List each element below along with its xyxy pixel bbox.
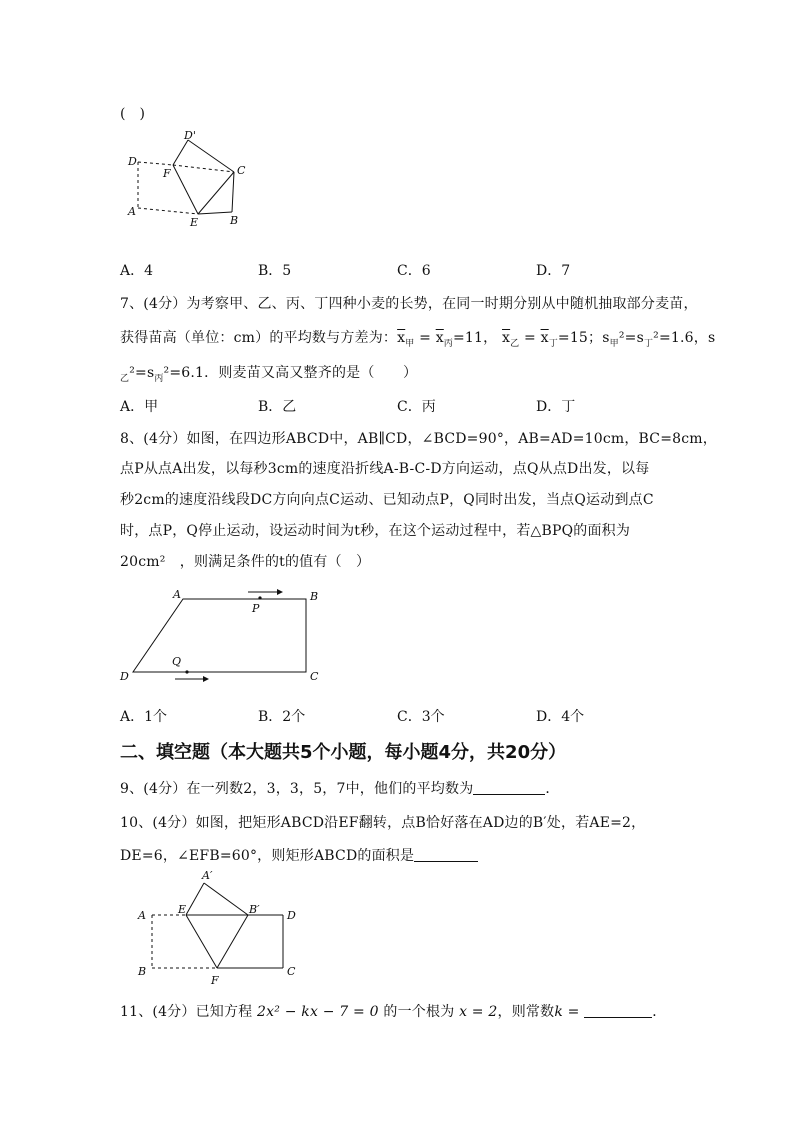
q10-answer-blank[interactable] xyxy=(414,847,478,862)
q6-label-dprime: D' xyxy=(184,129,196,142)
q9-text: 9、(4分）在一列数2，3，3，5，7中，他们的平均数为 xyxy=(120,781,474,797)
q10-label-a: A xyxy=(138,909,146,922)
q10-label-e: E xyxy=(178,903,187,916)
q6-label-a: A xyxy=(128,205,136,218)
q7-line3-sub-yi: 乙 xyxy=(120,373,130,384)
q8-label-p: P xyxy=(252,602,260,615)
q7-xbar-yi: $\overline{x}$ xyxy=(502,330,511,346)
q11-text-c: ，则常数 xyxy=(497,1004,555,1020)
q8-figure xyxy=(115,583,335,688)
q7-line2 xyxy=(120,327,715,349)
q7-option-c[interactable]: C．丙 xyxy=(397,399,436,415)
q7-option-b[interactable]: B．乙 xyxy=(258,399,297,415)
q7-option-a[interactable]: A．甲 xyxy=(120,399,159,415)
q7-sub-bing: 丙 xyxy=(443,338,453,349)
q7-xbar-jia: $\overline{x}$ xyxy=(397,330,406,346)
q8-option-a[interactable]: A．1个 xyxy=(120,709,168,725)
q11-text-a: 11、(4分）已知方程 xyxy=(120,1004,253,1020)
q6-label-d: D xyxy=(128,155,137,168)
section-heading: 二、填空题（本大题共5个小题，每小题4分，共20分） xyxy=(120,742,567,763)
q8-label-q: Q xyxy=(172,655,182,668)
q8-label-a: A xyxy=(173,588,181,601)
q6-option-a[interactable]: A．4 xyxy=(120,263,154,279)
q6-label-e: E xyxy=(190,216,199,229)
q7-equals-sign-2: = xyxy=(523,330,536,346)
q10-label-bprime: B′ xyxy=(249,903,260,916)
q7-line3-sub-bing: 丙 xyxy=(154,373,164,384)
q7-line2-text: 获得苗高（单位：cm）的平均数与方差为： xyxy=(120,330,398,346)
q9-line xyxy=(120,778,560,798)
q7-line3-d: ²=6.1．则麦苗又高又整齐的是（ ） xyxy=(163,365,418,381)
q7-eq1: =11， xyxy=(453,330,498,346)
q7-s-end: ²=1.6，s xyxy=(653,330,716,346)
q7-line1: 7、(4分）为考察甲、乙、丙、丁四种小麦的长势，在同一时期分别从中随机抽取部分麦苗， xyxy=(120,296,698,312)
q11-answer-blank[interactable] xyxy=(584,1003,652,1018)
q7-xbar-bing: $\overline{x}$ xyxy=(435,330,444,346)
q7-xbar-ding: $\overline{x}$ xyxy=(540,330,549,346)
q9-answer-blank[interactable] xyxy=(473,780,545,795)
q6-label-b: B xyxy=(230,214,239,227)
q10-label-b: B xyxy=(138,965,147,978)
q8-label-b: B xyxy=(310,590,319,603)
q11-text-b: 的一个根为 xyxy=(383,1004,455,1020)
q8-line3: 秒2cm的速度沿线段DC方向向点C运动、已知动点P，Q同时出发，当点Q运动到点C xyxy=(120,492,654,508)
q10-label-f: F xyxy=(211,974,219,987)
q8-option-d[interactable]: D．4个 xyxy=(536,709,585,725)
q8-line1: 8、(4分）如图，在四边形ABCD中，AB∥CD，∠BCD=90°，AB=AD=10cm，BC=8cm， xyxy=(120,431,717,447)
q8-option-b[interactable]: B．2个 xyxy=(258,709,306,725)
q10-label-d: D xyxy=(287,909,296,922)
q7-sub-yi: 乙 xyxy=(510,338,520,349)
q7-option-d[interactable]: D．丁 xyxy=(536,399,576,415)
q7-sub-ding: 丁 xyxy=(548,338,558,349)
q8-line5: 20cm² ，则满足条件的t的值有（ ） xyxy=(120,554,371,570)
q8-line2: 点P从点A出发，以每秒3cm的速度沿折线A-B-C-D方向运动，点Q从点D出发，以每 xyxy=(120,461,650,477)
q8-line4: 时，点P，Q停止运动，设运动时间为t秒，在这个运动过程中，若△BPQ的面积为 xyxy=(120,523,631,539)
q7-line3 xyxy=(120,362,417,384)
q10-figure xyxy=(130,865,310,990)
q8-option-c[interactable]: C．3个 xyxy=(397,709,445,725)
q6-option-c[interactable]: C．6 xyxy=(397,263,431,279)
q10-line2 xyxy=(120,845,478,865)
q10-line1: 10、(4分）如图，把矩形ABCD沿EF翻转，点B恰好落在AD边的B′处，若AE=2， xyxy=(120,815,646,831)
q7-eq2: =15；s xyxy=(557,330,610,346)
q6-answer-paren: ( ) xyxy=(120,106,145,122)
q6-option-b[interactable]: B．5 xyxy=(258,263,292,279)
q7-s-rest: ²=s xyxy=(618,330,644,346)
q7-sub-jia: 甲 xyxy=(405,338,415,349)
q6-label-c: C xyxy=(237,164,246,177)
q7-equals-sign: = xyxy=(419,330,432,346)
q7-s-sub-jia: 甲 xyxy=(609,338,619,349)
q11-root: x = 2 xyxy=(459,1004,498,1020)
q11-line xyxy=(120,1001,666,1021)
q11-k: k = xyxy=(554,1004,580,1020)
q10-label-c: C xyxy=(287,965,296,978)
q7-line3-b: ²=s xyxy=(129,365,155,381)
q6-option-d[interactable]: D．7 xyxy=(536,263,571,279)
q10-label-aprime: A′ xyxy=(202,869,213,882)
q11-end: ． xyxy=(652,1004,667,1020)
q10-line2-text: DE=6，∠EFB=60°，则矩形ABCD的面积是 xyxy=(120,848,415,864)
q11-equation: 2x² − kx − 7 = 0 xyxy=(257,1004,379,1020)
q6-label-f: F xyxy=(163,167,171,180)
q7-s-sub-ding: 丁 xyxy=(643,338,654,349)
q9-end: ． xyxy=(545,781,560,797)
q8-label-d: D xyxy=(120,670,129,683)
q6-figure xyxy=(120,128,260,248)
q8-label-c: C xyxy=(310,670,319,683)
